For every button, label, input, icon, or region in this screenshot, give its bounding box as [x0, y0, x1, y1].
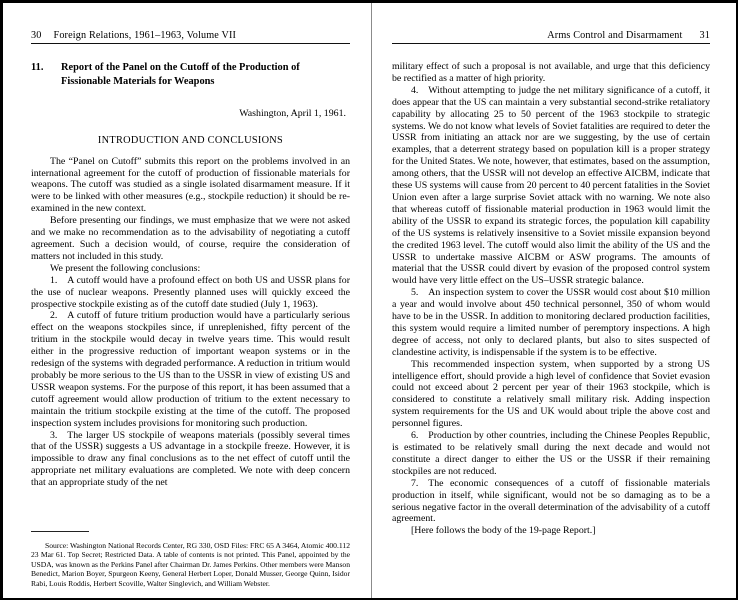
document-title: Report of the Panel on the Cutoff of the Production of Fissionable Materials for Weapons — [61, 62, 300, 87]
left-running-head — [31, 30, 350, 44]
paragraph: 5. An inspection system to cover the USSR would cost about $10 million a year and would involve about 450 technical personnel, 350 of whom would have to be in the USSR. In addition to monitoring declared production facilities, this system would require a limited number of peremptory inspections. A high degree of access, not only to declared plants, but also to sites suspected of clandestine activity, is indispensable if the system is to be effective. — [392, 287, 710, 358]
footnote-zone — [31, 531, 350, 588]
source-footnote: Source: Washington National Records Center, RG 330, OSD Files: FRC 65 A 3464, Atomic 400.112 23 Mar 61. Top Secret; Restricted Data. A table of contents is not printed. This Panel, appointed by the USDA, was known as the Perkins Panel after Chairman Dr. James Perkins. Other members were Manson Benedict, Marion Boyer, Spurgeon Keeny, General Herbert Loper, Donald Musser, George Quinn, Isidor Rabi, Louis Roddis, Herbert Scoville, Walter Singlevich, and William Webster. — [31, 540, 350, 588]
paragraph: 1. A cutoff would have a profound effect on both US and USSR plans for the use of nuclear weapons. Presently planned uses will quickly exceed the prospective stockpile existing as of the cutoff date studied (July 1, 1963). — [31, 274, 350, 310]
dateline: Washington, April 1, 1961. — [239, 107, 346, 119]
page-gutter-divider — [371, 3, 372, 598]
document-heading — [31, 61, 350, 89]
footnote-separator-rule — [31, 531, 89, 532]
paragraph: 2. A cutoff of future tritium production would have a particularly serious effect on the weapons stockpiles since, if unreplenished, fifty percent of the tritium in the stockpile would decay in twelve years time. This would result either in the progressive reduction of important weapon systems or in the redesign of the systems with degraded performance. A reduction in tritium would probably be more serious to the US than to the USSR in view of existing US and USSR weapon systems. For the purpose of this report, it has been assumed that a cutoff agreement would allow production of tritium to the extent necessary to maintain the tritium stockpile existing at the time of the cutoff. The proposed inspection system includes provisions for monitoring such production. — [31, 310, 350, 429]
paragraph: The “Panel on Cutoff” submits this report on the problems involved in an international agreement for the cutoff of production of fissionable materials for weapons. The cutoff was studied as a single isolated disarmament measure. If it were to be linked with other measures (e.g., stockpile reduction) it should be re-examined in the new context. — [31, 155, 350, 215]
paragraph: 3. The larger US stockpile of weapons materials (possibly several times that of the USSR) suggests a US advantage in a stockpile freeze. However, it is impossible to draw any final conclusions as to the net effect of cutoff until the appropriate net military evaluations are completed. We note with deep concern that an appropriate study of the net — [31, 429, 350, 489]
paragraph: Before presenting our findings, we must emphasize that we were not asked and we make no recommendation as to the advisability of negotiating a cutoff agreement. Such a decision would, of course, require the consideration of matters not included in this study. — [31, 215, 350, 262]
paragraph: military effect of such a proposal is not available, and urge that this deficiency be rectified as a matter of high priority. — [392, 61, 710, 84]
left-page-number: 30 — [31, 30, 42, 41]
right-running-head — [392, 30, 710, 44]
left-page — [3, 3, 370, 598]
paragraph: 7. The economic consequences of a cutoff of fissionable materials production in itself, while significant, would not be so damaging as to be a serious negative factor in the overall determination of the advisability of a cutoff agreement. — [392, 477, 710, 525]
paragraph: 4. Without attempting to judge the net military significance of a cutoff, it does appear that the US can maintain a very substantial second-strike retaliatory capability by allocating 25 to 50 percent of the 1963 stockpile to strategic systems. We do not know what levels of Soviet fatalities are required to deter the USSR from initiating an attack nor are we suggesting, by the use of certain examples, that a deterrent strategy based on population kill is a proper strategy for the United States. We note, however, that estimates, based on the assumption, among others, that the USSR will not develop an effective AICBM, indicate that these US systems will cause from 20 percent to 40 percent fatalities in the Soviet Union even after a large surprise Soviet attack with no warning. We note also that whereas cutoff of fissionable material production in 1963 would limit the ability of the USSR to expand its strategic forces, the population kill capability of the US systems is relatively insensitive to a Soviet missile expansion beyond the credited 1963 level. The cutoff would also limit the ability of the US and the USSR to undertake massive AICBM or ASW programs. The amounts of material that the USSR could divert by evasion of the proposed control system would have very little effect on the US–USSR strategic balance. — [392, 84, 710, 287]
right-page-number: 31 — [699, 30, 710, 41]
paragraph: 6. Production by other countries, including the Chinese Peoples Republic, is estimated to be relatively small during the next decade and would not constitute a direct danger to either the US or the USSR if their remaining stockpiles are not reduced. — [392, 430, 710, 477]
right-running-head-title: Arms Control and Disarmament — [547, 30, 683, 41]
paragraph: We present the following conclusions: — [50, 262, 201, 274]
editorial-note: [Here follows the body of the 19-page Report.] — [411, 525, 596, 537]
left-running-head-title: Foreign Relations, 1961–1963, Volume VII — [53, 30, 237, 41]
paragraph: This recommended inspection system, when supported by a strong US intelligence effort, should provide a high level of confidence that Soviet evasion could not exceed about 2 percent per year of their 1963 stockpile, which is considered to constitute a relatively small military risk. Adding inspection system requirements for the US and UK would about triple the above cost and personnel figures. — [392, 358, 710, 430]
document-number: 11. — [31, 62, 44, 73]
right-page — [370, 3, 736, 598]
section-title: INTRODUCTION AND CONCLUSIONS — [97, 134, 284, 146]
